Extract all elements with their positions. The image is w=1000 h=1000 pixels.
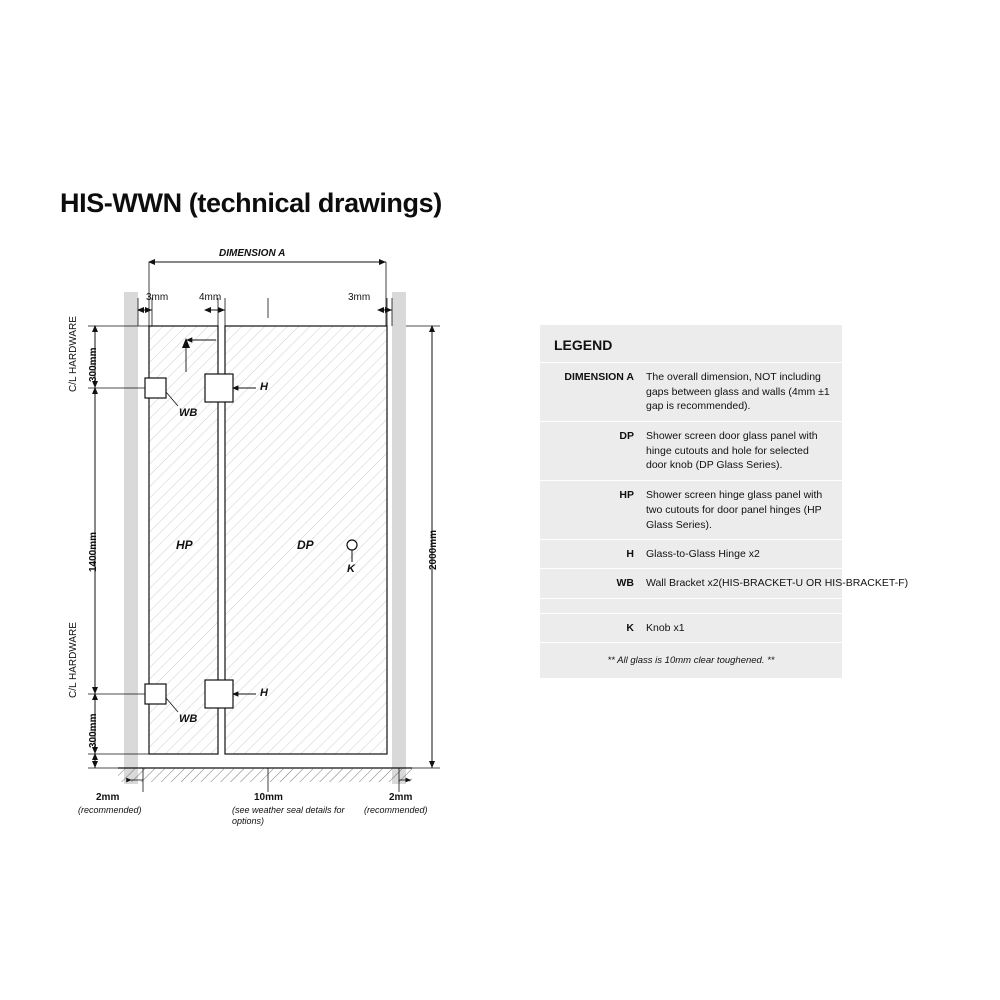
cl-hardware-top-label: C/L HARDWARE	[68, 316, 79, 392]
bottom-right-sub: (recommended)	[364, 805, 428, 815]
hinge-top-label: H	[260, 381, 268, 393]
wall-bracket-bottom	[145, 684, 166, 704]
bottom-left-value: 2mm	[96, 792, 120, 803]
bottom-center-sub: (see weather seal details for options)	[232, 805, 345, 827]
legend-row	[540, 539, 842, 568]
hinge-bottom-label: H	[260, 687, 268, 699]
legend-row	[540, 421, 842, 480]
wall-bracket-top	[145, 378, 166, 398]
knob-hole	[347, 540, 357, 550]
legend-desc: Shower screen hinge glass panel with two cutouts for door panel hinges (HP Glass Series).	[646, 489, 823, 531]
dim-2000mm: 2000mm	[428, 529, 439, 570]
floor-hatch	[118, 768, 412, 782]
legend-key: DP	[619, 430, 634, 443]
legend-key: HP	[619, 489, 634, 502]
gap-3mm-left: 3mm	[146, 292, 169, 303]
legend-desc: Knob x1	[646, 621, 685, 634]
gap-3mm-right: 3mm	[348, 292, 371, 303]
gap-4mm-center: 4mm	[199, 292, 222, 303]
legend-key: K	[626, 621, 634, 634]
dim-300mm-bottom: 300mm	[88, 713, 99, 748]
dimension-a-label: DIMENSION A	[219, 248, 286, 259]
legend-spacer	[540, 598, 842, 613]
cl-hardware-bottom-label: C/L HARDWARE	[68, 622, 79, 698]
legend-row	[540, 480, 842, 539]
knob-label: K	[347, 563, 355, 575]
legend-panel	[540, 325, 909, 678]
legend-desc: Wall Bracket x2(HIS-BRACKET-U OR HIS-BRACKET-F)	[646, 577, 909, 590]
legend-heading: LEGEND	[554, 337, 613, 353]
legend-desc: The overall dimension, NOT including gaps between glass and walls (4mm ±1 gap is recommended).	[646, 371, 830, 413]
hinge-top	[205, 374, 233, 402]
bottom-center-value: 10mm	[254, 792, 283, 803]
dim-1400mm: 1400mm	[88, 531, 99, 572]
left-wall	[124, 292, 138, 784]
legend-row	[540, 362, 842, 421]
legend-desc: Shower screen door glass panel with hinge cutouts and hole for selected door knob (DP Glass Series).	[646, 430, 818, 472]
legend-desc: Glass-to-Glass Hinge x2	[646, 548, 760, 561]
page-title: HIS-WWN (technical drawings)	[60, 188, 442, 218]
wall-bracket-top-label: WB	[179, 407, 198, 419]
bottom-left-sub: (recommended)	[78, 805, 142, 815]
dim-300mm-top: 300mm	[88, 347, 99, 382]
legend-key: DIMENSION A	[564, 371, 634, 383]
wall-bracket-bottom-label: WB	[179, 713, 198, 725]
legend-row	[540, 613, 842, 642]
hinge-bottom	[205, 680, 233, 708]
shower-screen-drawing	[0, 240, 500, 840]
right-wall	[392, 292, 406, 784]
bottom-right-value: 2mm	[389, 792, 413, 803]
legend-key: H	[626, 548, 634, 561]
door-panel-label: DP	[297, 538, 314, 552]
legend-key: WB	[616, 577, 634, 590]
legend-note: ** All glass is 10mm clear toughened. **	[540, 642, 842, 678]
legend-row	[540, 568, 909, 597]
hinge-panel-label: HP	[176, 538, 193, 552]
